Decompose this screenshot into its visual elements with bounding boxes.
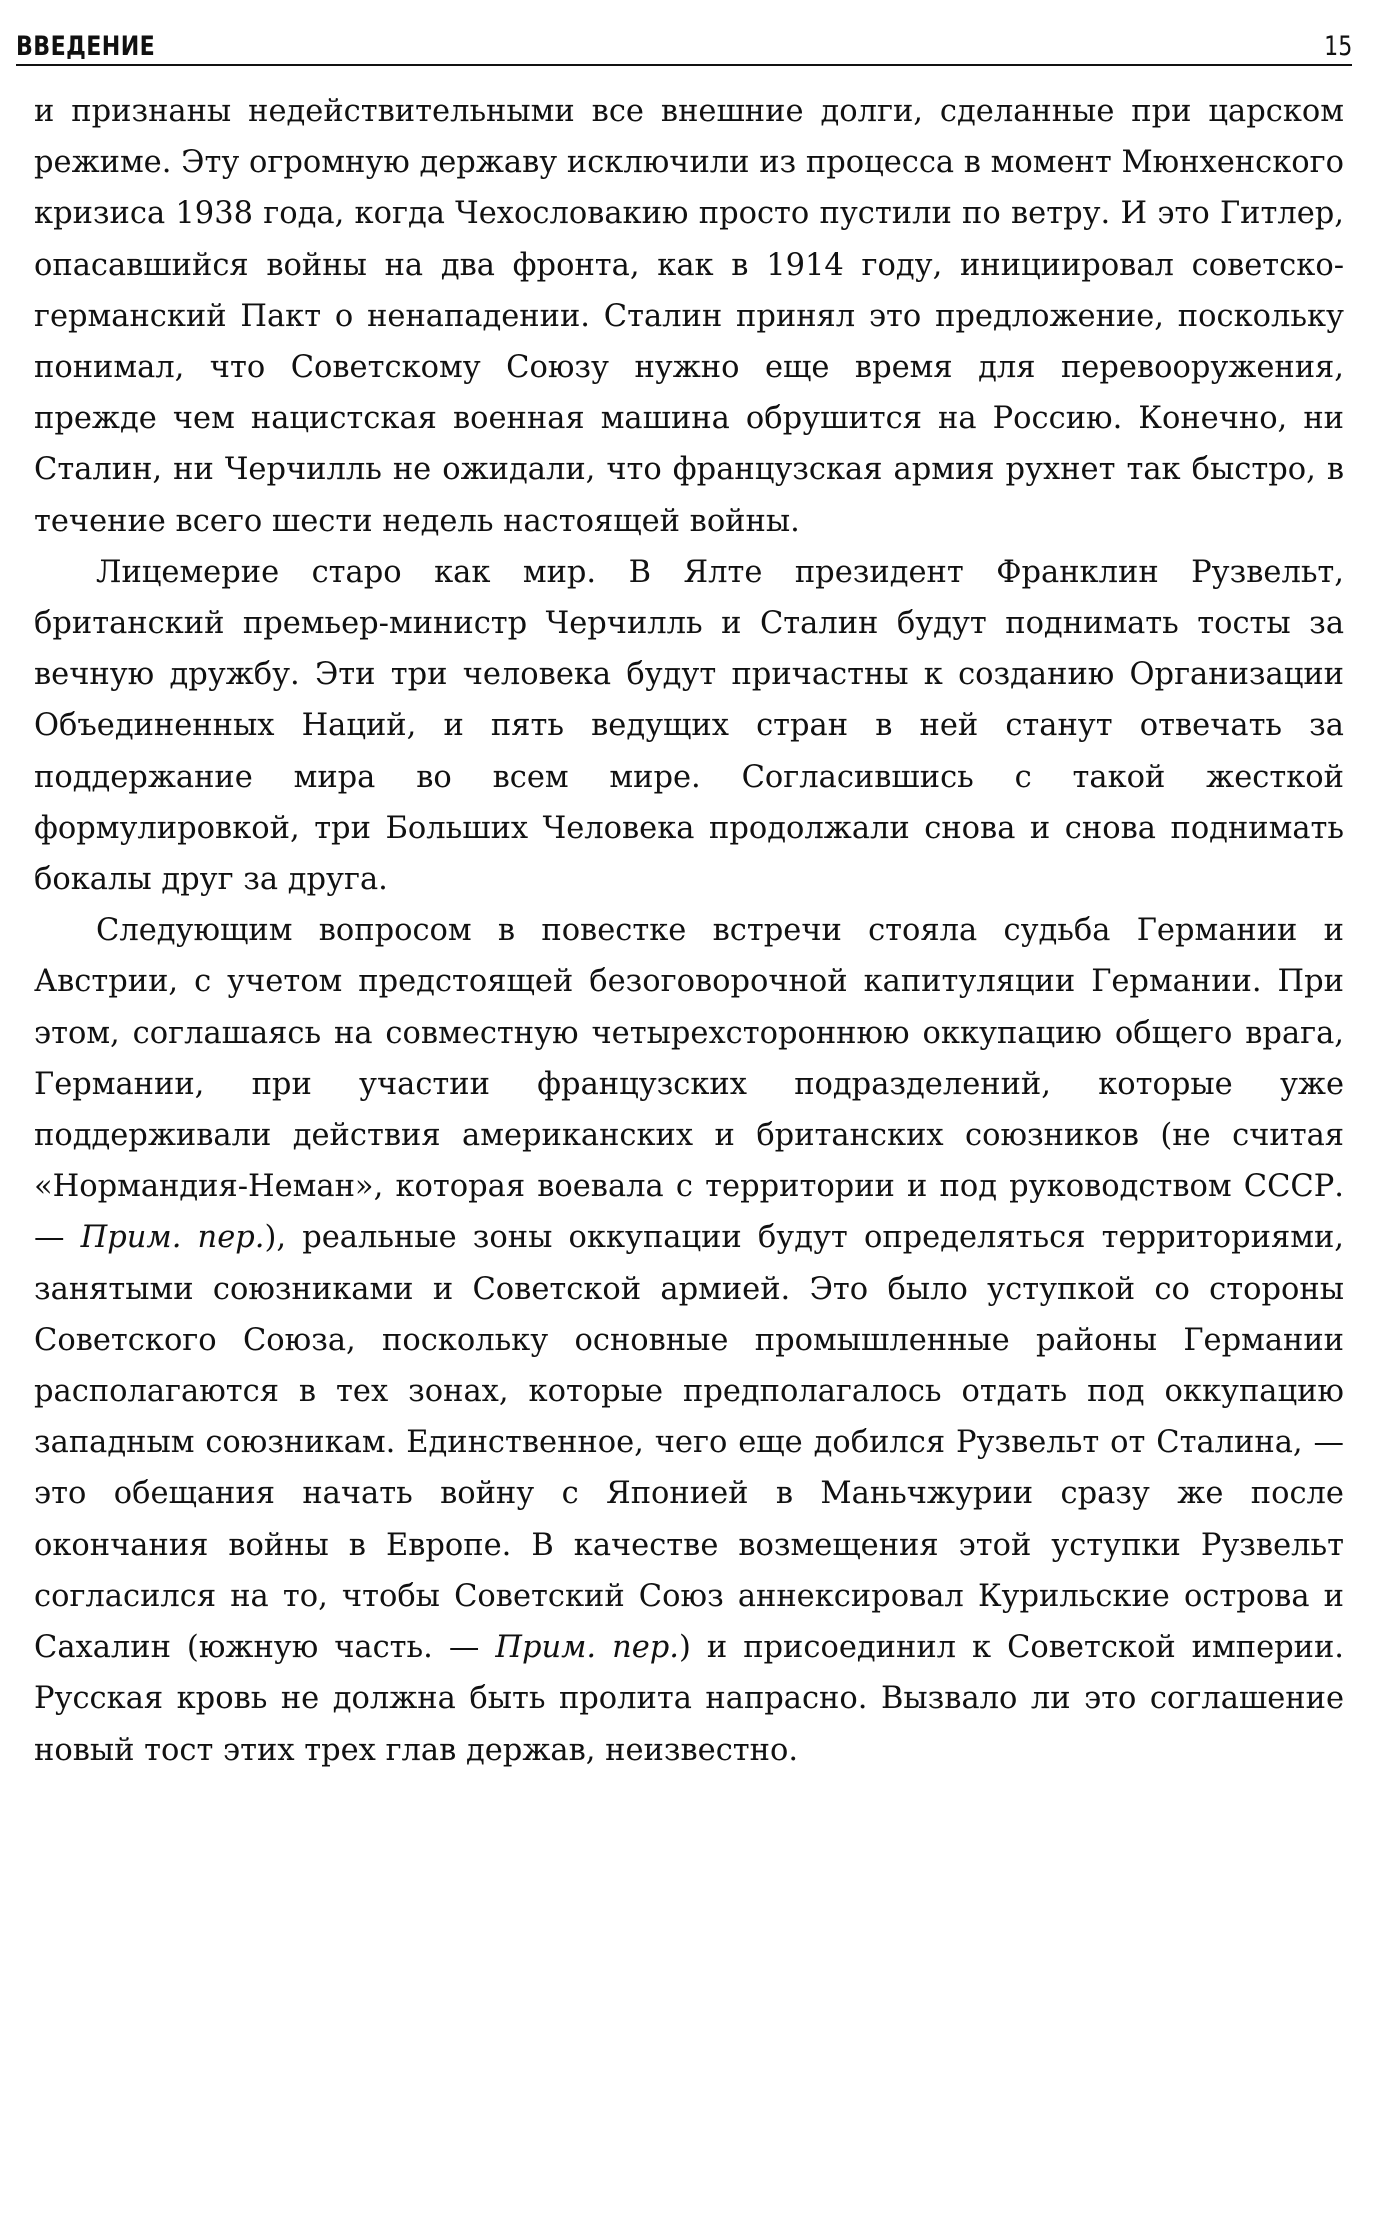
section-title: ВВЕДЕНИЕ — [16, 31, 156, 62]
body-text — [34, 86, 1344, 1776]
page-number: 15 — [1323, 31, 1352, 62]
paragraph-1: и признаны недействительными все внешние долги, сделанные при царском режиме. Эту огромную державу исключили из процесса в момент Мюнхенского кризиса 1938 года, когда Чехословакию просто пустили по ветру. И это Гитлер, опасавшийся войны на два фронта, как в 1914 году, инициировал советско-германский Пакт о ненападении. Сталин принял это предложение, поскольку понимал, что Советскому Союзу нужно еще время для перевооружения, прежде чем нацистская военная машина обрушится на Россию. Конечно, ни Сталин, ни Черчилль не ожидали, что французская армия рухнет так быстро, в течение всего шести недель настоящей войны. — [34, 94, 1344, 539]
paragraph-3 — [34, 905, 1344, 1775]
translator-note-1: Прим. пер. — [80, 1220, 265, 1256]
paragraph-2: Лицемерие старо как мир. В Ялте президент Франклин Рузвельт, британский премьер-министр Черчилль и Сталин будут поднимать тосты за вечную дружбу. Эти три человека будут причастны к созданию Организации Объединенных Наций, и пять ведущих стран в ней станут отвечать за поддержание мира во всем мире. Согласившись с такой жесткой формулировкой, три Больших Человека продолжали снова и снова поднимать бокалы друг за друга. — [34, 554, 1344, 898]
running-header — [16, 26, 1352, 66]
translator-note-2: Прим. пер. — [495, 1630, 679, 1666]
paragraph-3-part-3: ) и присоединил к Советской империи. Русская кровь не должна быть пролита напрасно. Вызвало ли это соглашение новый тост этих трех глав держав, неизвестно. — [34, 1630, 1344, 1768]
paragraph-3-part-2: ), реальные зоны оккупации будут определяться территориями, занятыми союзниками и Советской армией. Это было уступкой со стороны Советского Союза, поскольку основные промышленные районы Германии располагаются в тех зонах, которые предполагалось отдать под оккупацию западным союзникам. Единственное, чего еще добился Рузвельт от Сталина, — это обещания начать войну с Японией в Маньчжурии сразу же после окончания войны в Европе. В качестве возмещения этой уступки Рузвельт согласился на то, чтобы Советский Союз аннексировал Курильские острова и Сахалин (южную часть. — — [34, 1220, 1344, 1666]
paragraph-3-part-1: Следующим вопросом в повестке встречи стояла судьба Германии и Австрии, с учетом предстоящей безоговорочной капитуляции Германии. При этом, соглашаясь на совместную четырехстороннюю оккупацию общего врага, Германии, при участии французских подразделений, которые уже поддерживали действия американских и британских союзников (не считая «Нормандия-Неман», которая воевала с территории и под руководством СССР. — — [34, 913, 1344, 1256]
